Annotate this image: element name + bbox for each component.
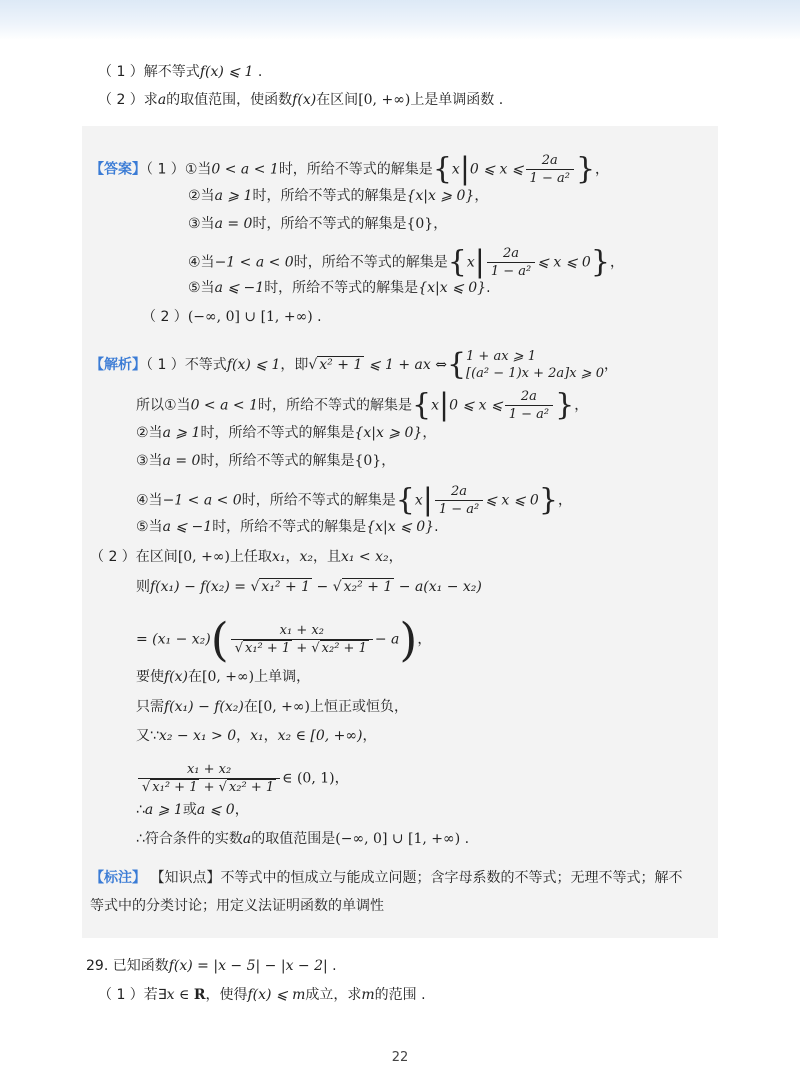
analysis-step-2: 只需f(x₁) − f(x₂)在[0, +∞)上恒正或恒负， xyxy=(136,699,408,715)
answer-case-3: ③当a = 0时，所给不等式的解集是{0}， xyxy=(188,216,448,232)
analysis-expr-2: = (x₁ − x₂)( $\frac{\text{x₁ + x₂}}{\text{√ x₁² + 1 + √ x₂² + 1}}$ − a)， xyxy=(136,612,432,667)
page-number: 22 xyxy=(391,1050,409,1065)
answer-case-4: ④当−1 < a < 0时，所给不等式的解集是{x| $\frac{2a}{\text{1 − a²}}$ ⩽ x ⩽ 0}， xyxy=(188,244,624,280)
header-band xyxy=(0,0,800,40)
analysis-step-6: ∴符合条件的实数a的取值范围是(−∞, 0] ∪ [1, +∞) . xyxy=(136,831,470,847)
analysis-line-1: 【解析】（ 1 ）不等式f(x) ⩽ 1，即√ x² + 1 ⩽ 1 + ax ⇔{ 1 + ax ⩾ 1 [(a² − 1)x + 2a]x ⩾ 0 ， xyxy=(90,347,618,382)
question-29: 29. 已知函数f(x) = |x − 5| − |x − 2| . xyxy=(86,958,337,974)
analysis-part-2-intro: （ 2 ）在区间[0, +∞)上任取x₁，x₂，且x₁ < x₂， xyxy=(90,549,403,565)
analysis-step-1: 要使f(x)在[0, +∞)上单调， xyxy=(136,669,311,685)
analysis-case-5: ⑤当a ⩽ −1时，所给不等式的解集是{x|x ⩽ 0}. xyxy=(136,519,439,535)
answer-case-2: ②当a ⩾ 1时，所给不等式的解集是{x|x ⩾ 0}， xyxy=(188,188,489,204)
question-29-part-1: （ 1 ）若∃x ∈ R，使得f(x) ⩽ m成立，求m的范围 . xyxy=(98,987,426,1003)
question-part-1: （ 1 ）解不等式f(x) ⩽ 1 . xyxy=(98,64,263,80)
question-part-2: （ 2 ）求a的取值范围，使函数f(x)在区间[0, +∞)上是单调函数 . xyxy=(98,92,504,108)
analysis-step-3: 又∵x₂ − x₁ > 0，x₁，x₂ ∈ [0, +∞)， xyxy=(136,728,377,744)
answer-part-2: （ 2 ）(−∞, 0] ∪ [1, +∞) . xyxy=(142,309,322,325)
analysis-case-3: ③当a = 0时，所给不等式的解集是{0}， xyxy=(136,453,396,469)
analysis-step-4: $\frac{\text{x₁ + x₂}}{\text{√ x₁² + 1 + √ x₂² + 1}}$ ∈ (0, 1)， xyxy=(136,761,349,796)
analysis-case-1: 所以①当0 < a < 1时，所给不等式的解集是{x|0 ⩽ x ⩽ $\frac{2a}{\text{1 − a²}}$ }， xyxy=(136,387,589,423)
analysis-case-4: ④当−1 < a < 0时，所给不等式的解集是{x| $\frac{2a}{\text{1 − a²}}$ ⩽ x ⩽ 0}， xyxy=(136,482,572,518)
answer-tag: 【答案】 xyxy=(90,161,146,178)
analysis-case-2: ②当a ⩾ 1时，所给不等式的解集是{x|x ⩾ 0}， xyxy=(136,425,437,441)
note-line-2: 等式中的分类讨论；用定义法证明函数的单调性 xyxy=(90,898,384,914)
answer-case-5: ⑤当a ⩽ −1时，所给不等式的解集是{x|x ⩽ 0}. xyxy=(188,280,491,296)
analysis-tag: 【解析】 xyxy=(90,357,146,373)
analysis-step-5: ∴a ⩾ 1或a ⩽ 0， xyxy=(136,802,249,818)
analysis-expr-1: 则f(x₁) − f(x₂) = √ x₁² + 1 − √ x₂² + 1 − a(x₁ − x₂) xyxy=(136,579,482,595)
answer-case-1: 【答案】（ 1 ）①当0 < a < 1时，所给不等式的解集是{x|0 ⩽ x ⩽ $\frac{2a}{\text{1 − a²}}$ }， xyxy=(90,151,610,187)
note-tag: 【标注】 xyxy=(90,870,146,886)
note-line-1: 【标注】 【知识点】不等式中的恒成立与能成立问题；含字母系数的不等式；无理不等式；解不 xyxy=(90,870,683,886)
